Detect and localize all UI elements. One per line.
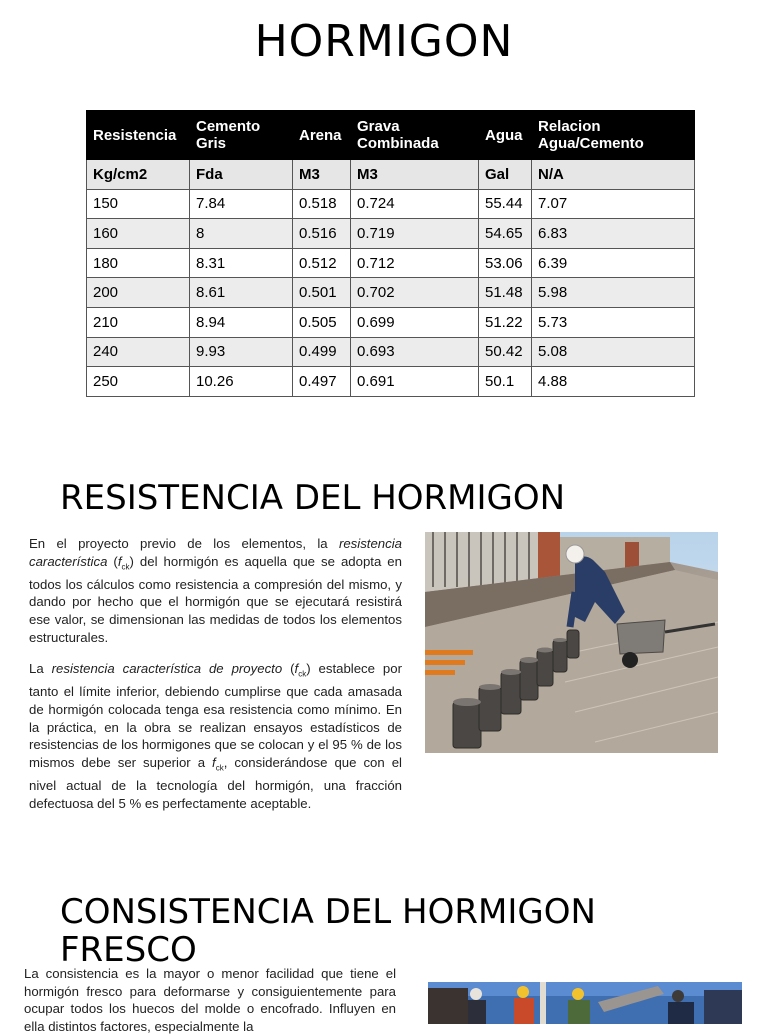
emphasis-text: resistencia característica de proyecto <box>51 661 283 677</box>
table-row <box>87 219 695 249</box>
table-cell: 0.499 <box>293 337 351 367</box>
table-cell: 0.501 <box>293 278 351 308</box>
consistencia-heading <box>60 893 596 969</box>
table-cell: 50.42 <box>479 337 532 367</box>
symbol-subscript: ck <box>121 562 130 572</box>
consistencia-text <box>24 965 396 1034</box>
unit-cell: Fda <box>190 160 293 190</box>
table-cell: 0.702 <box>351 278 479 308</box>
table-cell: 0.724 <box>351 189 479 219</box>
table-cell: 0.699 <box>351 307 479 337</box>
table-cell: 6.83 <box>532 219 695 249</box>
table-cell: 0.518 <box>293 189 351 219</box>
symbol-subscript: ck <box>215 763 224 773</box>
table-cell: 50.1 <box>479 367 532 397</box>
column-header: Resistencia <box>87 111 190 160</box>
table-cell: 51.48 <box>479 278 532 308</box>
table-cell: 0.497 <box>293 367 351 397</box>
table-cell: 0.516 <box>293 219 351 249</box>
text-run: ) del hormigón es aquella que se adopta en todos los cálculos como resistencia a compresión del mismo, y dando por hecho que el hormigón que se ejecutará resistirá ese valor, se dimensionan las medidas de todos los elementos estructurales. <box>29 553 402 645</box>
concrete-pouring-photo <box>428 982 742 1024</box>
table-row <box>87 307 695 337</box>
unit-cell: M3 <box>351 160 479 190</box>
table-cell: 8.94 <box>190 307 293 337</box>
table-cell: 0.693 <box>351 337 479 367</box>
table-row <box>87 367 695 397</box>
table-cell: 200 <box>87 278 190 308</box>
unit-cell: Gal <box>479 160 532 190</box>
table-cell: 54.65 <box>479 219 532 249</box>
table-cell: 5.98 <box>532 278 695 308</box>
table-cell: 0.512 <box>293 248 351 278</box>
unit-cell: M3 <box>293 160 351 190</box>
text-run: La <box>29 661 52 677</box>
table-cell: 4.88 <box>532 367 695 397</box>
text-run: , considerándose que con el nivel actual de la tecnología del hormigón, una fracción defectuosa del 5 % es perfectamente aceptable. <box>29 754 402 811</box>
column-header: Grava Combinada <box>351 111 479 160</box>
column-header: Cemento Gris <box>190 111 293 160</box>
column-header: Arena <box>293 111 351 160</box>
table-cell: 7.84 <box>190 189 293 219</box>
page-title: HORMIGON <box>254 16 514 67</box>
column-header: Agua <box>479 111 532 160</box>
table-cell: 0.719 <box>351 219 479 249</box>
table-row <box>87 278 695 308</box>
table-cell: 7.07 <box>532 189 695 219</box>
resistencia-text <box>29 535 402 826</box>
table-cell: 8 <box>190 219 293 249</box>
symbol-f: f <box>212 754 216 770</box>
emphasis-text: resistencia característica <box>29 536 402 569</box>
table-cell: 5.08 <box>532 337 695 367</box>
concrete-samples-image <box>425 532 718 753</box>
text-run: ( <box>107 553 118 569</box>
table-cell: 250 <box>87 367 190 397</box>
unit-cell: N/A <box>532 160 695 190</box>
consistencia-paragraph-1: La consistencia es la mayor o menor facilidad que tiene el hormigón fresco para deformarse y consiguientemente para ocupar todos los huecos del molde o encofrado. Influyen en ella distintos factores, especialmente la <box>24 966 396 1034</box>
table-cell: 55.44 <box>479 189 532 219</box>
table-cell: 210 <box>87 307 190 337</box>
table-cell: 9.93 <box>190 337 293 367</box>
resistencia-heading: RESISTENCIA DEL HORMIGON <box>60 478 566 518</box>
table-cell: 10.26 <box>190 367 293 397</box>
text-run: ( <box>282 661 295 677</box>
consistencia-heading-line-1: CONSISTENCIA DEL HORMIGON <box>60 892 596 932</box>
table-cell: 150 <box>87 189 190 219</box>
table-cell: 6.39 <box>532 248 695 278</box>
table-cell: 8.61 <box>190 278 293 308</box>
table-cell: 51.22 <box>479 307 532 337</box>
unit-cell: Kg/cm2 <box>87 160 190 190</box>
table-row <box>87 189 695 219</box>
table-cell: 0.505 <box>293 307 351 337</box>
symbol-f: f <box>294 661 299 677</box>
column-header: Relacion Agua/Cemento <box>532 111 695 160</box>
table-row <box>87 248 695 278</box>
concrete-pouring-image <box>428 982 742 1024</box>
units-row <box>87 160 695 190</box>
symbol-f: f <box>117 553 122 569</box>
table-cell: 0.712 <box>351 248 479 278</box>
table-cell: 53.06 <box>479 248 532 278</box>
table-cell: 8.31 <box>190 248 293 278</box>
consistencia-heading-line-2: FRESCO <box>60 930 197 970</box>
table-cell: 240 <box>87 337 190 367</box>
resistencia-paragraph-1 <box>29 535 402 646</box>
table-cell: 160 <box>87 219 190 249</box>
table-cell: 5.73 <box>532 307 695 337</box>
symbol-subscript: ck <box>298 669 307 679</box>
concrete-mix-table <box>86 110 695 397</box>
text-run: En el proyecto previo de los elementos, la <box>29 536 339 551</box>
table-header-row <box>87 111 695 160</box>
text-run: ) establece por tanto el límite inferior, debiendo cumplirse que cada amasada de hormigón colocada tenga esa resistencia como mínimo. En la práctica, en la obra se realizan ensayos estadísticos de resistencias de los hormigones que se colocan y el 95 % de los mismos debe ser superior a <box>29 661 402 770</box>
table-row <box>87 337 695 367</box>
table-cell: 180 <box>87 248 190 278</box>
resistencia-paragraph-2 <box>29 660 402 812</box>
table-cell: 0.691 <box>351 367 479 397</box>
concrete-samples-photo <box>425 532 718 753</box>
